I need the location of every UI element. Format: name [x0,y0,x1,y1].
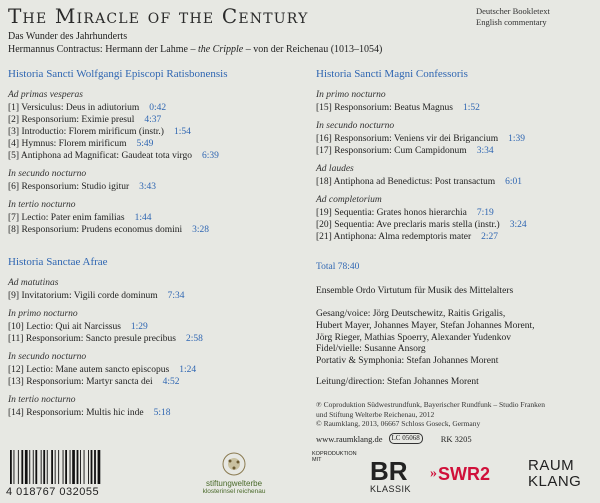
track-duration: 5:18 [153,408,171,418]
track-duration: 2:27 [481,232,499,242]
track-title: [21] Antiphona: Alma redemptoris mater [316,232,472,242]
track-title: [16] Responsorium: Veniens vir dei Brigancium [316,134,499,144]
total-duration: Total 78:40 [316,262,360,272]
track-duration: 3:43 [139,182,157,192]
liturgical-section-label: Ad laudes [316,164,354,174]
barcode-number: 4 018767 032055 [6,486,100,498]
track-duration: 3:34 [476,146,494,156]
track-row [8,376,179,388]
liturgical-section-label: In secundo nocturno [8,352,87,362]
track-row [8,224,209,236]
track-title: [7] Lectio: Pater enim familias [8,213,125,223]
track-duration: 1:29 [130,322,148,332]
track-duration: 0:42 [149,103,167,113]
track-row [8,102,166,114]
track-duration: 5:49 [136,139,154,149]
catalog-number: RK 3205 [440,433,472,444]
liturgical-section-label: In secundo nocturno [316,121,395,131]
liturgical-section-label: Ad completorium [316,195,382,205]
track-row [8,212,152,224]
liturgical-section-label: In secundo nocturno [8,169,87,179]
ensemble-name: Ensemble Ordo Virtutum für Musik des Mittelalters [316,286,514,296]
direction-credit: Leitung/direction: Stefan Johannes Morent [316,377,479,387]
liturgical-section-label: Ad primas vesperas [8,90,83,100]
track-row [316,102,480,114]
track-row [316,207,494,219]
track-row [8,321,148,333]
track-title: [2] Responsorium: Eximie presul [8,115,135,125]
track-title: [8] Responsorium: Prudens economus domini [8,225,183,235]
liturgical-section-label: In primo nocturno [8,309,78,319]
raumklang-logo: RAUM KLANG [528,457,582,490]
welterbe-logo: stiftungwelterbe klosterinsel reichenau [196,451,272,497]
track-title: [6] Responsorium: Studio igitur [8,182,130,192]
track-title: [4] Hymnus: Florem mirificum [8,139,127,149]
track-title: [19] Sequentia: Grates honos hierarchia [316,208,467,218]
copyright-notice: ℗ Coproduktion Südwestrundfunk, Bayerischer Rundfunk – Studio Franken und Stiftung Welterbe Reichenau, 2012 © Raumklang, 2013, 06667 Schloss Goseck, Germany [316,400,546,428]
track-duration: 1:39 [508,134,526,144]
section-heading: Historia Sancti Wolfgangi Episcopi Ratisbonensis [8,68,228,80]
composer-line: Hermannus Contractus: Hermann der Lahme – the Cripple – von der Reichenau (1013–1054) [8,44,383,55]
coproduction-label: KOPRODUKTION MIT [312,451,357,463]
track-row [8,290,185,302]
track-row [8,407,171,419]
track-title: [20] Sequentia: Ave preclaris maris stella (instr.) [316,220,500,230]
track-row [8,114,161,126]
track-title: [13] Responsorium: Martyr sancta dei [8,377,153,387]
br-klassik-logo: BR KLASSIK [370,456,412,494]
section-heading: Historia Sanctae Afrae [8,256,108,268]
welterbe-emblem-icon [196,451,272,479]
track-row [8,364,196,376]
track-title: [3] Introductio: Florem mirificum (instr.) [8,127,164,137]
track-row [8,126,191,138]
website-link[interactable]: www.raumklang.de [316,433,383,444]
track-title: [5] Antiphona ad Magnificat: Gaudeat tota virgo [8,151,192,161]
track-duration: 6:39 [201,151,219,161]
section-heading: Historia Sancti Magni Confessoris [316,68,468,80]
barcode [6,448,110,498]
track-row [8,333,203,345]
track-title: [11] Responsorium: Sancto presule precibus [8,334,176,344]
track-duration: 1:54 [173,127,191,137]
track-duration: 2:58 [185,334,203,344]
track-title: [10] Lectio: Qui ait Narcissus [8,322,121,332]
barcode-bars-icon [6,448,110,486]
track-duration: 3:24 [509,220,527,230]
label-info [316,433,472,444]
track-row [316,133,525,145]
track-row [316,176,522,188]
booklet-note: Deutscher Bookletext English commentary [476,6,550,27]
track-title: [1] Versiculus: Deus in adiutorium [8,103,140,113]
swr2-logo: » SWR2 [430,463,491,484]
track-row [316,219,527,231]
album-title: The Miracle of the Century [8,4,309,28]
track-duration: 6:01 [505,177,523,187]
track-duration: 1:44 [134,213,152,223]
album-subtitle: Das Wunder des Jahrhunderts [8,31,128,42]
liturgical-section-label: In tertio nocturno [8,395,76,405]
track-title: [15] Responsorium: Beatus Magnus [316,103,453,113]
track-title: [14] Responsorium: Multis hic inde [8,408,144,418]
track-duration: 4:52 [162,377,180,387]
track-row [316,145,494,157]
label-code: LC 05068 [389,433,423,444]
track-duration: 7:19 [476,208,494,218]
track-duration: 4:37 [144,115,162,125]
track-duration: 7:34 [167,291,185,301]
track-duration: 3:28 [192,225,210,235]
liturgical-section-label: In tertio nocturno [8,200,76,210]
liturgical-section-label: Ad matutinas [8,278,59,288]
track-row [8,138,153,150]
track-title: [12] Lectio: Mane autem sancto episcopus [8,365,170,375]
track-row [8,150,219,162]
track-duration: 1:24 [179,365,197,375]
liturgical-section-label: In primo nocturno [316,90,386,100]
track-title: [9] Invitatorium: Vigili corde dominum [8,291,158,301]
performers: Gesang/voice: Jörg Deutschewitz, Raitis Grigalis, Hubert Mayer, Johannes Mayer, Stefan Johannes Morent, Jörg Rieger, Mathias Spoerry, Alexander Yudenkov Fidel/vielle: Susanne Ansorg Portativ & Symphonia: Stefan Johannes Morent [316,309,535,367]
track-duration: 1:52 [462,103,480,113]
swr-chevrons-icon: » [430,466,434,481]
track-row [8,181,156,193]
track-title: [18] Antiphona ad Benedictus: Post transactum [316,177,496,187]
track-row [316,231,498,243]
track-title: [17] Responsorium: Cum Campidonum [316,146,467,156]
